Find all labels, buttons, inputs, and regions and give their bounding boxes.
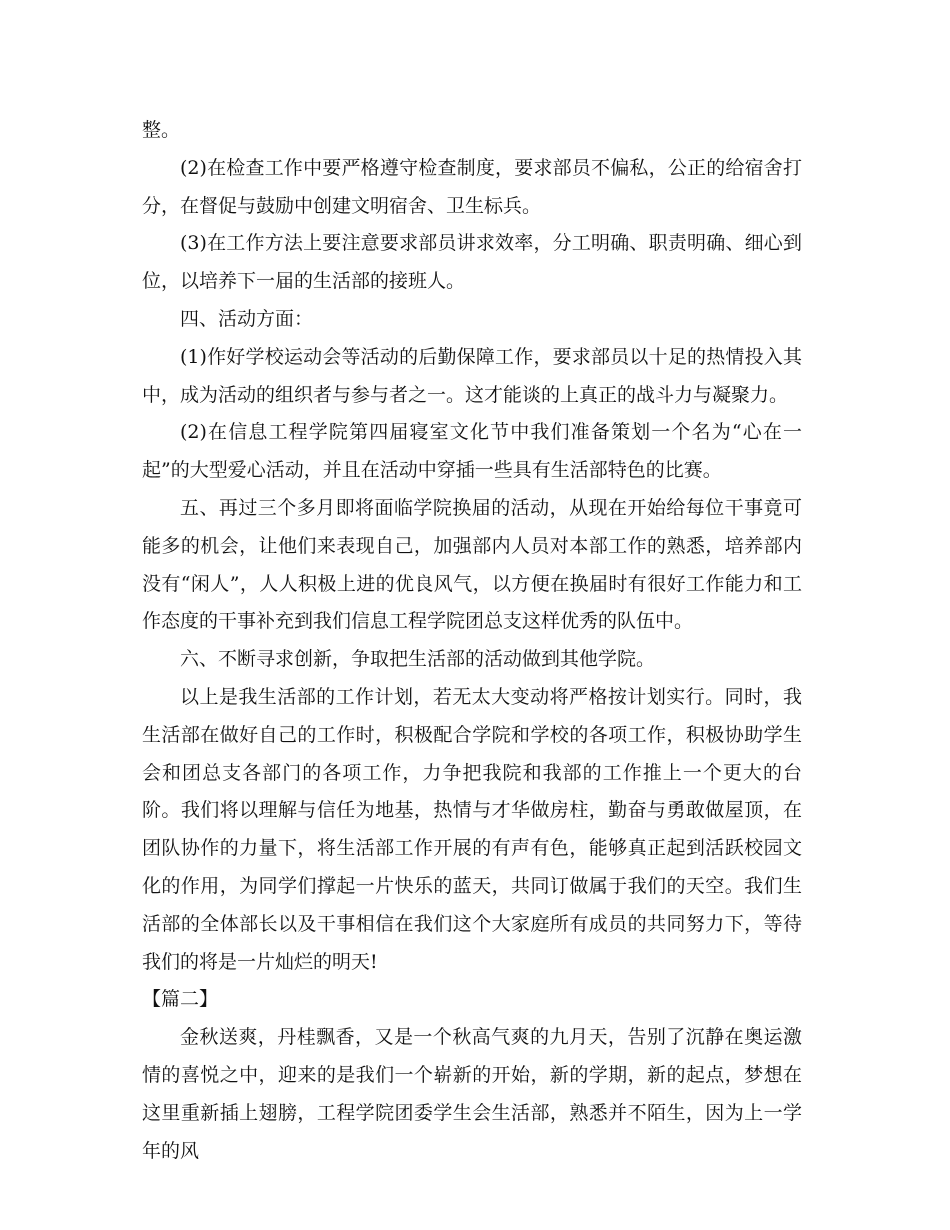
paragraph-handover: 五、再过三个多月即将面临学院换届的活动，从现在开始给每位干事竟可能多的机会，让他们来表现自己，加强部内人员对本部工作的熟悉，培养部内没有“闲人”，人人积极上进的优良风气，以方便在换届时有很好工作能力和工作态度的干事补充到我们信息工程学院团总支这样优秀的队伍中。 [142, 496, 802, 633]
document-body [142, 112, 802, 1170]
paragraph-conclusion: 以上是我生活部的工作计划，若无太大变动将严格按计划实行。同时，我生活部在做好自己的工作时，积极配合学院和学校的各项工作，积极协助学生会和团总支各部门的各项工作，力争把我院和我部的工作推上一个更大的台阶。我们将以理解与信任为地基，热情与才华做房柱，勤奋与勇敢做屋顶，在团队协作的力量下，将生活部工作开展的有声有色，能够真正起到活跃校园文化的作用，为同学们撑起一片快乐的蓝天，共同订做属于我们的天空。我们生活部的全体部长以及干事相信在我们这个大家庭所有成员的共同努力下，等待我们的将是一片灿烂的明天! [142, 685, 802, 973]
section-heading-part-two: 【篇二】 [142, 988, 219, 1011]
section-heading-activities: 四、活动方面： [180, 307, 314, 330]
paragraph-inspection-rules: (2)在检查工作中要严格遵守检查制度，要求部员不偏私，公正的给宿舍打分，在督促与鼓励中创建文明宿舍、卫生标兵。 [142, 156, 802, 217]
paragraph-continuation: 整。 [142, 119, 181, 141]
paragraph-sports-logistics: (1)作好学校运动会等活动的后勤保障工作，要求部员以十足的热情投入其中，成为活动的组织者与参与者之一。这才能谈的上真正的战斗力与凝聚力。 [142, 345, 802, 406]
paragraph-work-method: (3)在工作方法上要注意要求部员讲求效率，分工明确、职责明确、细心到位，以培养下一届的生活部的接班人。 [142, 232, 802, 293]
paragraph-part-two-intro: 金秋送爽，丹桂飘香，又是一个秋高气爽的九月天，告别了沉静在奥运激情的喜悦之中，迎来的是我们一个崭新的开始，新的学期，新的起点，梦想在这里重新插上翅膀，工程学院团委学生会生活部，熟悉并不陌生，因为上一学年的风 [142, 1026, 802, 1162]
paragraph-innovation: 六、不断寻求创新，争取把生活部的活动做到其他学院。 [180, 648, 656, 671]
paragraph-dorm-culture-festival: (2)在信息工程学院第四届寝室文化节中我们准备策划一个名为“心在一起”的大型爱心活动，并且在活动中穿插一些具有生活部特色的比赛。 [142, 421, 802, 482]
